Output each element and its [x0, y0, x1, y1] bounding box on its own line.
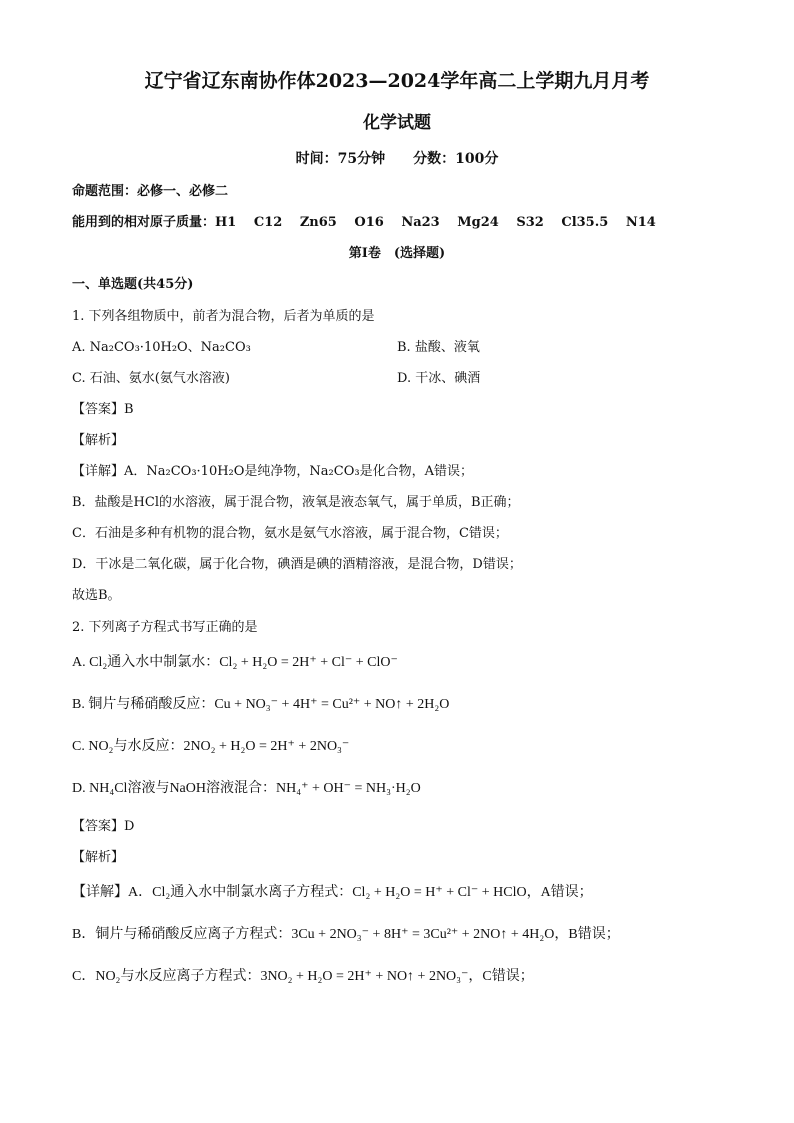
time-score: 时间：75分钟 分数：100分 [295, 151, 499, 167]
q2-option-c: C. NO₂与水反应：2NO₂ + H₂O = 2H⁺ + 2NO₃⁻ [72, 739, 350, 754]
q1-stem: 1. 下列各组物质中，前者为混合物，后者为单质的是 [72, 309, 375, 324]
q1-analysis: 【解析】 [72, 433, 125, 448]
q2-option-a: A. Cl₂通入水中制氯水：Cl₂ + H₂O = 2H⁺ + Cl⁻ + ClO⁻ [72, 655, 398, 670]
page-title: 辽宁省辽东南协作体2023—2024学年高二上学期九月月考 [144, 70, 650, 92]
q2-answer: 【答案】D [72, 819, 135, 834]
q1-detail-line: 【详解】A．Na₂CO₃·10H₂O是纯净物，Na₂CO₃是化合物，A错误； [72, 464, 473, 479]
q1-answer: 【答案】B [72, 402, 134, 417]
q1-conclusion: 故选B。 [72, 588, 121, 603]
q2-option-b: B. 铜片与稀硝酸反应：Cu + NO₃⁻ + 4H⁺ = Cu²⁺ + NO↑ + 2H₂O [72, 697, 450, 712]
page-subtitle: 化学试题 [363, 113, 431, 133]
q2-detail-line: 【详解】A．Cl₂通入水中制氯水离子方程式：Cl₂ + H₂O = H⁺ + Cl⁻ + HClO，A错误； [72, 885, 593, 900]
exam-scope: 命题范围：必修一、必修二 [72, 184, 229, 199]
q1-detail-line: C．石油是多种有机物的混合物，氨水是氨气水溶液，属于混合物，C错误； [72, 526, 508, 541]
atomic-mass: 能用到的相对原子质量：H1 C12 Zn65 O16 Na23 Mg24 S32 Cl35.5 N14 [72, 215, 656, 230]
q2-detail-line: C．NO₂与水反应离子方程式：3NO₂ + H₂O = 2H⁺ + NO↑ + 2NO₃⁻，C错误； [72, 969, 534, 984]
q2-detail-line: B．铜片与稀硝酸反应离子方程式：3Cu + 2NO₃⁻ + 8H⁺ = 3Cu²⁺ + 2NO↑ + 4H₂O，B错误； [72, 927, 620, 942]
q1-detail-line: D．干冰是二氧化碳，属于化合物，碘酒是碘的酒精溶液，是混合物，D错误； [72, 557, 522, 572]
q1-detail-line: B．盐酸是HCl的水溶液，属于混合物，液氧是液态氧气，属于单质，B正确； [72, 495, 520, 510]
q1-option-b: B. 盐酸、液氧 [397, 340, 480, 355]
section-heading: 一、单选题(共45分) [72, 277, 194, 292]
q1-option-a: A. Na₂CO₃·10H₂O、Na₂CO₃ [72, 340, 251, 355]
q2-analysis: 【解析】 [72, 850, 125, 865]
volume-heading: 第Ⅰ卷 (选择题) [348, 246, 446, 261]
q2-option-d: D. NH₄Cl溶液与NaOH溶液混合：NH₄⁺ + OH⁻ = NH₃·H₂O [72, 781, 421, 796]
q1-option-c: C. 石油、氨水(氨气水溶液) [72, 371, 230, 386]
q2-stem: 2. 下列离子方程式书写正确的是 [72, 620, 258, 635]
q1-option-d: D. 干冰、碘酒 [397, 371, 481, 386]
